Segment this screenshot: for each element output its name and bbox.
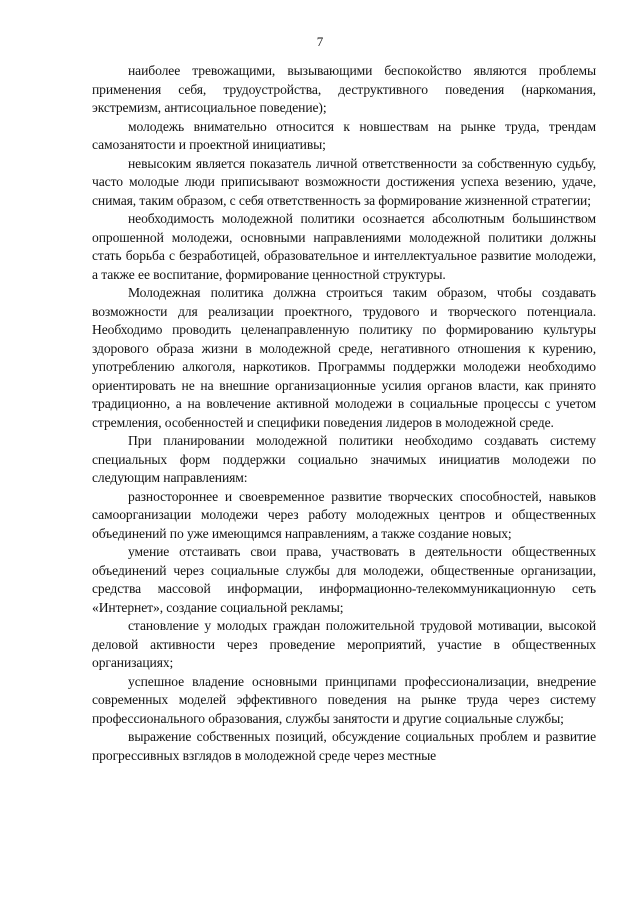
paragraph [92,728,596,765]
paragraph [92,432,596,488]
paragraph [92,155,596,211]
page-number: 7 [316,34,324,49]
paragraph [92,118,596,155]
paragraph [92,673,596,729]
paragraph-text: наиболее тревожащими, вызывающими беспокойство являются проблемы применения себя, трудоустройства, деструктивного поведения (наркомания, экстремизм, антисоциальное поведение); [92,63,596,115]
paragraph [92,488,596,544]
paragraph [92,543,596,617]
paragraph-text: При планировании молодежной политики необходимо создавать систему специальных форм поддержки социально значимых инициатив молодежи по следующим направлениям: [92,433,596,485]
paragraph-text: молодежь внимательно относится к новшествам на рынке труда, трендам самозанятости и проектной инициативы; [92,118,596,152]
paragraph-text: умение отстаивать свои права, участвовать в деятельности общественных объединений через социальные службы для молодежи, общественные организации, средства массовой информации, информационно-телекоммуникационную сеть «Интернет», создание социальной рекламы; [92,544,596,615]
paragraph-text: выражение собственных позиций, обсуждение социальных проблем и развитие прогрессивных взглядов в молодежной среде через местные [92,729,596,763]
paragraph [92,617,596,673]
paragraph [92,62,596,118]
paragraph-text: разностороннее и своевременное развитие творческих способностей, навыков самоорганизации молодежи через работу молодежных центров и общественных объединений по уже имеющимся направлениям, а также создание новых; [92,488,596,541]
paragraph [92,210,596,284]
paragraph-text: становление у молодых граждан положительной трудовой мотивации, высокой деловой активности через проведение мероприятий, участие в общественных организациях; [92,618,596,670]
paragraph-text: Молодежная политика должна строиться таким образом, чтобы создавать возможности для реализации проектного, трудового и творческого потенциала. Необходимо проводить целенаправленную политику по формированию культуры здорового образа жизни в молодежной среде, негативного отношения к курению, употреблению алкоголя, наркотиков. Программы поддержки молодежи необходимо ориентировать не на внешние организационные усилия органов власти, как принято традиционно, а на вовлечение активной молодежи в социальные процессы с учетом стремления, особенностей и специфики поведения лидеров в молодежной среде. [92,285,596,430]
paragraph [92,284,596,432]
paragraph-text: необходимость молодежной политики осознается абсолютным большинством опрошенной молодежи, основными направлениями молодежной политики должны стать борьба с безработицей, образовательное и интеллектуальное развитие молодежи, а также ее воспитание, формирование ценностной структуры. [92,211,596,282]
paragraph-text: успешное владение основными принципами профессионализации, внедрение современных моделей эффективного поведения на рынке труда через систему профессионального образования, службы занятости и другие социальные службы; [92,673,596,726]
document-body [92,62,596,765]
paragraph-text: невысоким является показатель личной ответственности за собственную судьбу, часто молодые люди приписывают возможности достижения успеха везению, удаче, снимая, таким образом, с себя ответственность за формирование жизненной стратегии; [92,155,596,208]
